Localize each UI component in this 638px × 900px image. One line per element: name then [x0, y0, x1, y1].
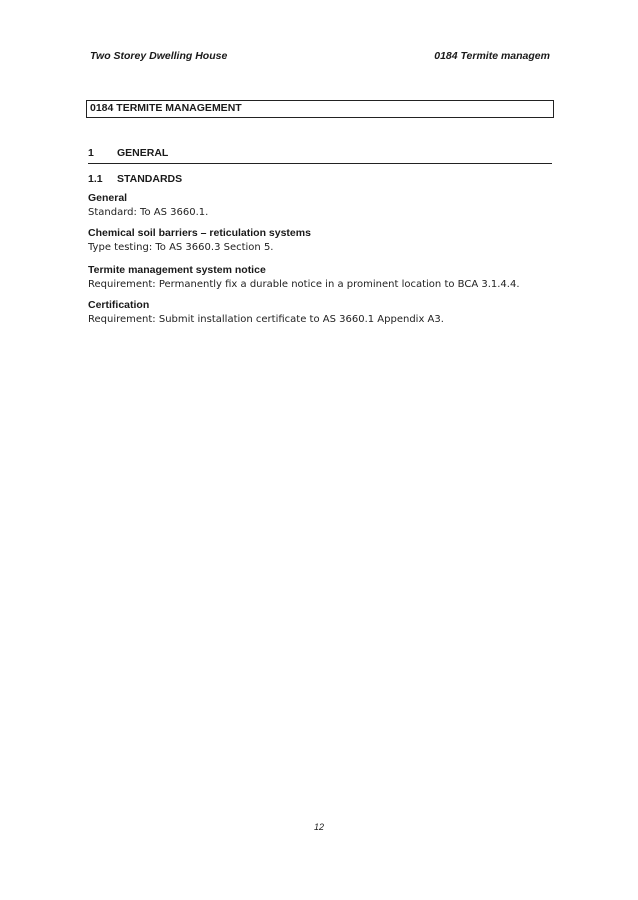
- heading-general: [88, 147, 552, 164]
- subheading-title: STANDARDS: [117, 173, 183, 185]
- page-number: 12: [313, 822, 324, 832]
- header-section-title: 0184 Termite managem: [434, 50, 550, 62]
- clause-heading-notice: Termite management system notice: [88, 264, 266, 276]
- clause-heading-chemical-barriers: Chemical soil barriers – reticulation systems: [88, 227, 311, 239]
- clause-heading-certification: Certification: [88, 299, 150, 311]
- clause-text-notice: Requirement: Permanently fix a durable notice in a prominent location to BCA 3.1.4.4.: [88, 279, 520, 290]
- heading-title: GENERAL: [117, 147, 169, 159]
- clause-text-chemical-barriers: Type testing: To AS 3660.3 Section 5.: [88, 242, 274, 253]
- clause-text-general: Standard: To AS 3660.1.: [88, 207, 209, 218]
- heading-number: 1: [88, 147, 94, 159]
- clause-text-certification: Requirement: Submit installation certificate to AS 3660.1 Appendix A3.: [88, 314, 444, 325]
- subheading-number: 1.1: [88, 173, 103, 185]
- section-title-box: [86, 100, 554, 118]
- section-title: 0184 TERMITE MANAGEMENT: [90, 102, 242, 114]
- clause-heading-general: General: [88, 192, 128, 204]
- header-project-title: Two Storey Dwelling House: [90, 50, 228, 62]
